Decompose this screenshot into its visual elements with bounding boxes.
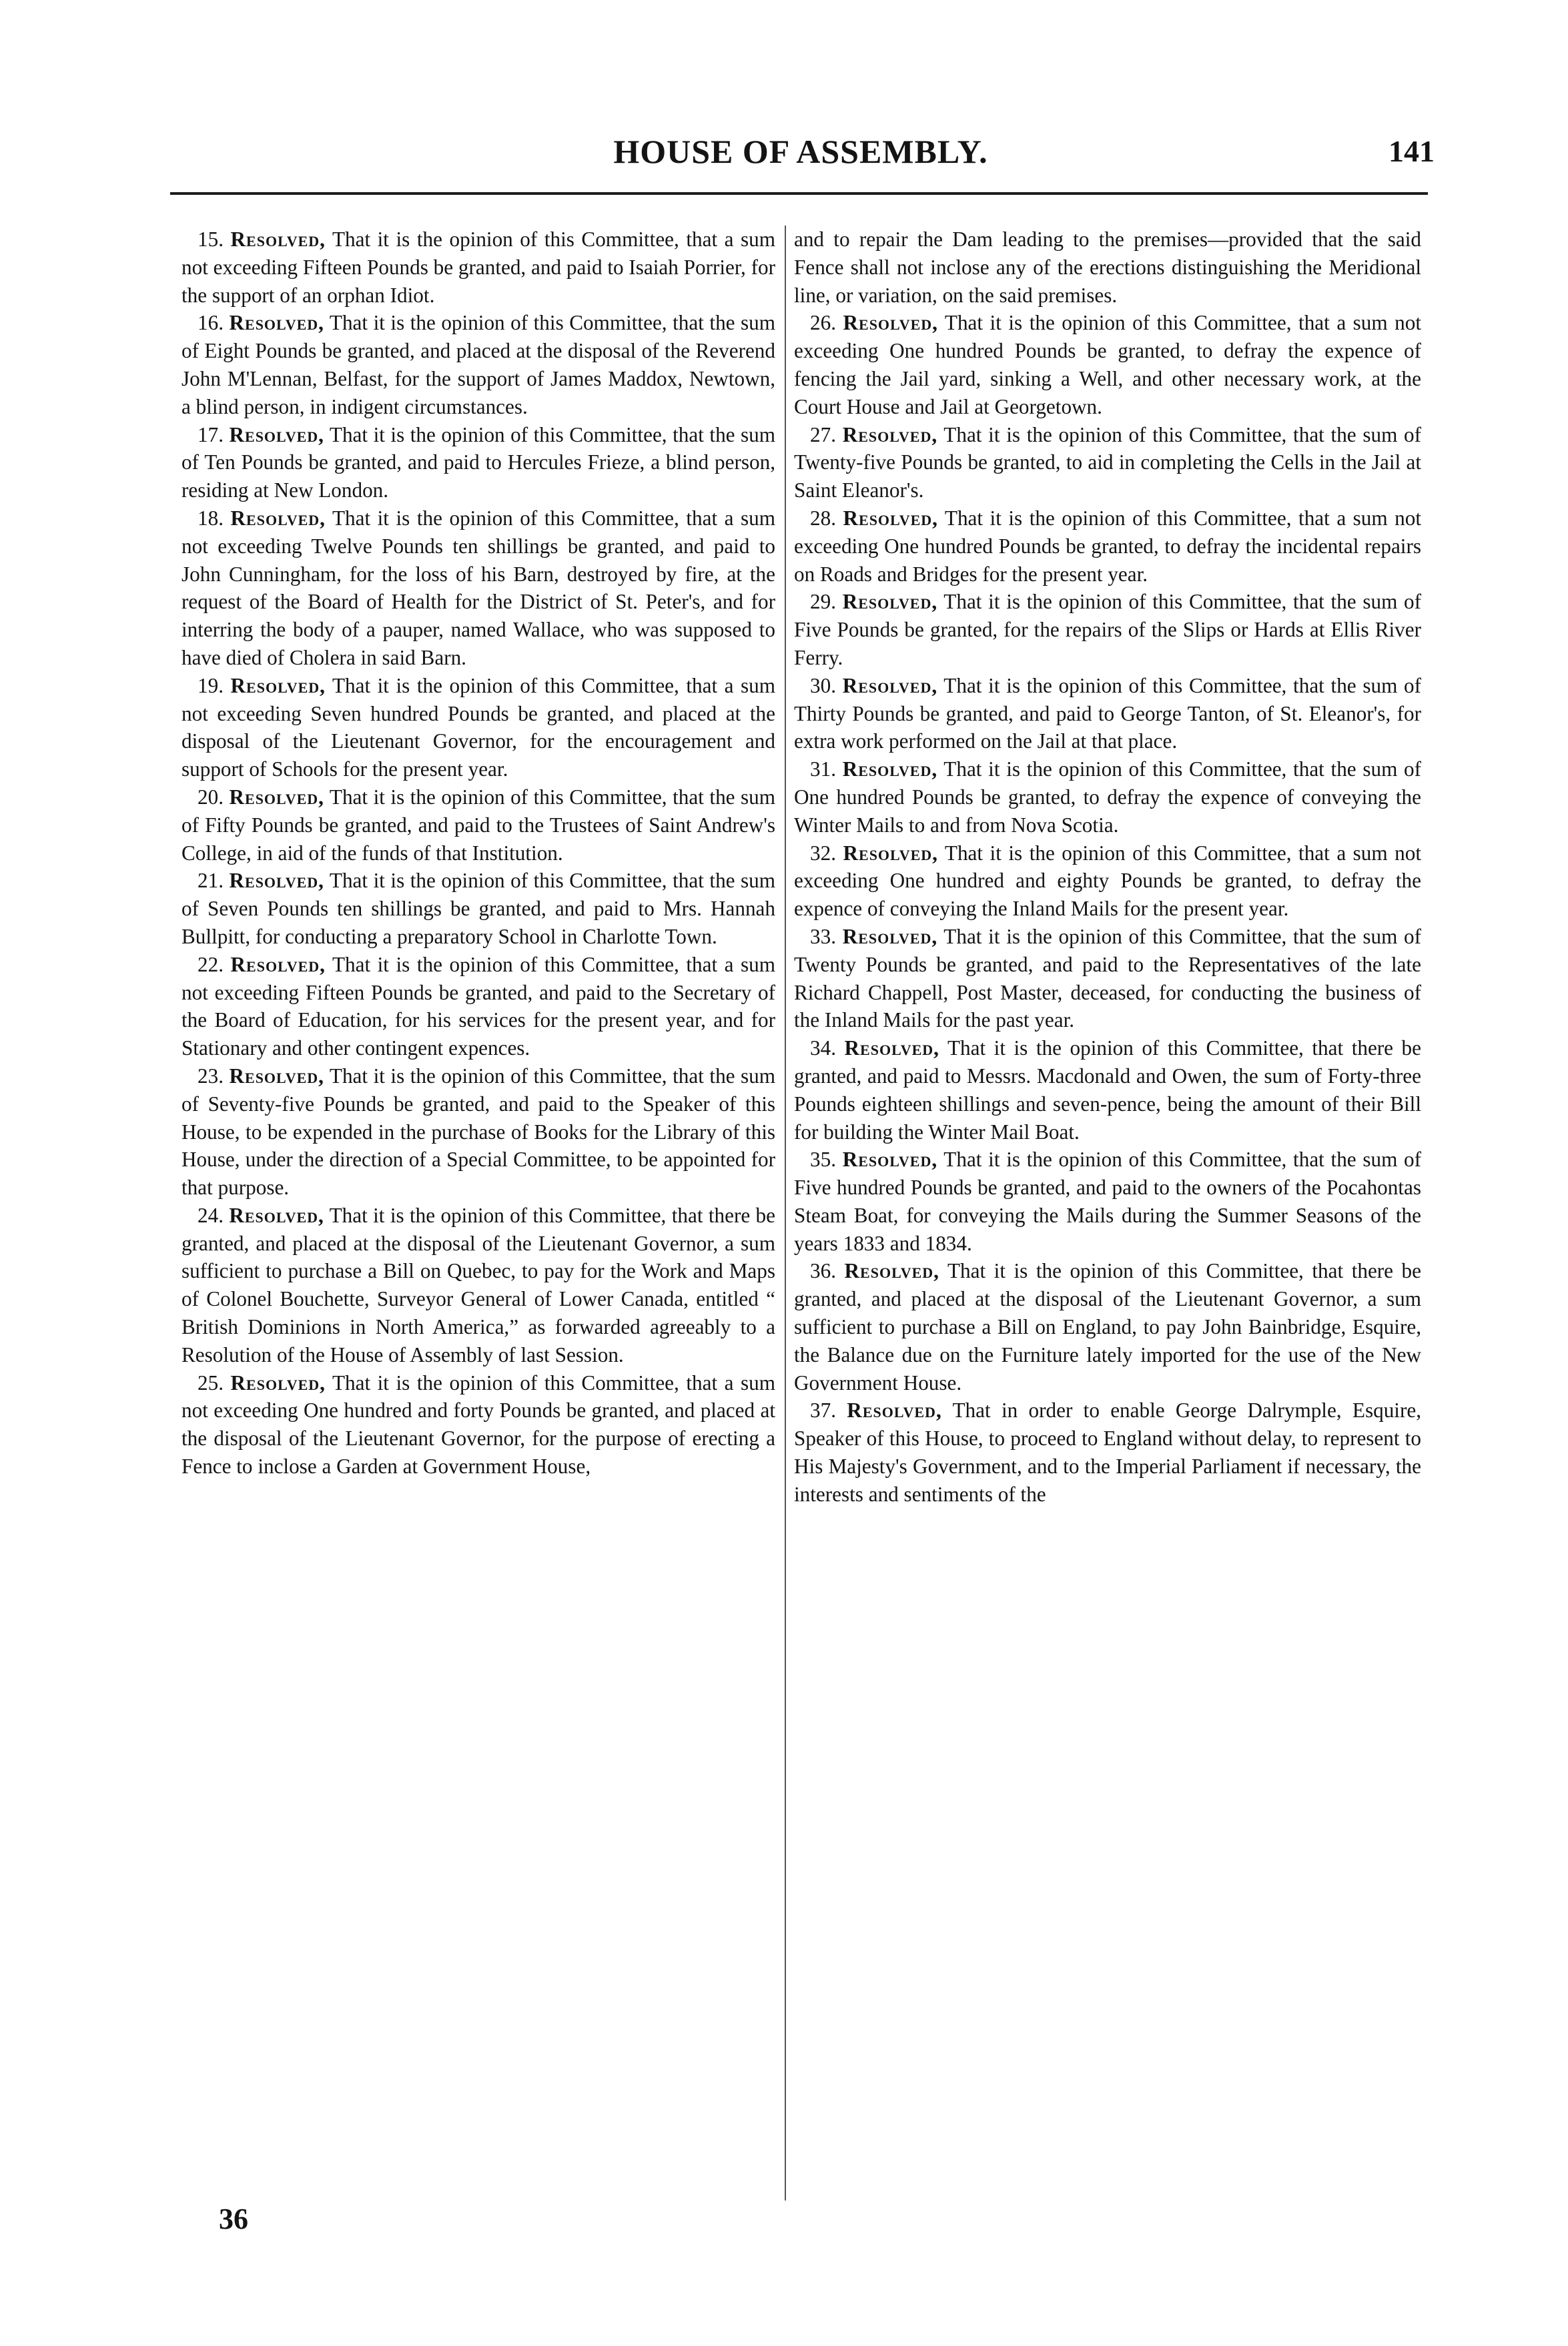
resolution-number: 29. [810, 590, 836, 614]
page-header [167, 132, 1435, 179]
resolution-text: That it is the opinion of this Committee, that a sum not exceeding Fifteen Pounds be granted, and paid to the Secretary of the Board of Education, for his services for the present year, and for Stationary and other contingent expences. [181, 952, 775, 1060]
resolved-word: Resolved, [842, 924, 938, 948]
resolved-word: Resolved, [230, 673, 326, 697]
resolution-paragraph [794, 421, 1421, 504]
resolution-text: That it is the opinion of this Committee, that a sum not exceeding One hundred and forty Pounds be granted, and placed at the disposal of the Lieutenant Governor, for the purpose of erecting a Fence to inclose a Garden at Government House, [181, 1371, 775, 1479]
resolution-text: That it is the opinion of this Committee, that there be granted, and paid to Messrs. Macdonald and Owen, the sum of Forty-three Pounds eighteen shillings and seven-pence, being the amount of their Bill for building the Winter Mail Boat. [794, 1036, 1421, 1144]
resolution-number: 37. [810, 1399, 836, 1423]
resolved-word: Resolved, [230, 506, 326, 530]
resolved-word: Resolved, [229, 869, 324, 893]
resolution-text: That it is the opinion of this Committee, that the sum of Twenty-five Pounds be granted, to aid in completing the Cells in the Jail at Saint Eleanor's. [794, 422, 1421, 502]
resolution-text: That it is the opinion of this Committee, that a sum not exceeding One hundred and eighty Pounds be granted, to defray the expence of conveying the Inland Mails for the present year. [794, 841, 1421, 921]
resolution-number: 26. [810, 311, 836, 335]
resolution-text: That it is the opinion of this Committee, that the sum of One hundred Pounds be granted, to defray the expence of conveying the Winter Mails to and from Nova Scotia. [794, 757, 1421, 837]
continuation-paragraph: and to repair the Dam leading to the premises—provided that the said Fence shall not inclose any of the erections distinguishing the Meridional line, or variation, on the said premises. [794, 228, 1421, 307]
resolution-number: 34. [810, 1036, 836, 1060]
resolution-text: That it is the opinion of this Committee, that the sum of Seven Pounds ten shillings be granted, and paid to Mrs. Hannah Bullpitt, for conducting a preparatory School in Charlotte Town. [181, 869, 775, 948]
resolution-paragraph [181, 421, 775, 504]
resolution-number: 28. [810, 506, 836, 530]
resolution-text: That it is the opinion of this Committee, that a sum not exceeding One hundred Pounds be granted, to defray the expence of fencing the Jail yard, sinking a Well, and other necessary work, at the Court House and Jail at Georgetown. [794, 311, 1421, 418]
resolution-number: 32. [810, 841, 836, 865]
resolution-number: 18. [198, 506, 224, 530]
resolution-text: That it is the opinion of this Committee, that a sum not exceeding Twelve Pounds ten shillings be granted, and paid to John Cunningham, for the loss of his Barn, destroyed by fire, at the request of the Board of Health for the District of St. Peter's, and for interring the body of a pauper, named Wallace, who was supposed to have died of Cholera in said Barn. [181, 506, 775, 669]
resolution-text: That it is the opinion of this Committee, that the sum of Thirty Pounds be granted, and paid to George Tanton, of St. Eleanor's, for extra work performed on the Jail at that place. [794, 673, 1421, 753]
resolution-paragraph [181, 1062, 775, 1202]
resolution-number: 22. [198, 952, 224, 976]
resolution-text: That it is the opinion of this Committee, that there be granted, and placed at the disposal of the Lieutenant Governor, a sum sufficient to purchase a Bill on Quebec, to pay for the Work and Maps of Colonel Bouchette, Surveyor General of Lower Canada, entitled “ British Dominions in North America,” as forwarded agreeably to a Resolution of the House of Assembly of last Session. [181, 1203, 775, 1366]
resolution-paragraph [181, 867, 775, 950]
signature-mark: 36 [219, 2203, 248, 2235]
resolution-paragraph [794, 923, 1421, 1034]
resolution-paragraph [181, 1202, 775, 1369]
resolved-word: Resolved, [229, 311, 324, 335]
left-column [181, 226, 775, 2201]
resolution-paragraph [794, 1034, 1421, 1146]
resolution-number: 25. [198, 1371, 224, 1395]
resolution-text: That it is the opinion of this Committee, that the sum of Five hundred Pounds be granted, and paid to the owners of the Pocahontas Steam Boat, for conveying the Mails during the Summer Seasons of the years 1833 and 1834. [794, 1148, 1421, 1255]
resolved-word: Resolved, [842, 673, 938, 697]
resolved-word: Resolved, [229, 1203, 324, 1227]
resolution-paragraph [794, 1146, 1421, 1257]
resolution-number: 27. [810, 422, 836, 446]
resolved-word: Resolved, [230, 952, 326, 976]
resolution-number: 20. [198, 785, 224, 809]
resolution-number: 21. [198, 869, 224, 893]
resolution-paragraph [794, 1257, 1421, 1397]
resolution-text: That it is the opinion of this Committee, that the sum of Twenty Pounds be granted, and paid to the Representatives of the late Richard Chappell, Post Master, deceased, for conducting the business of the Inland Mails for the past year. [794, 924, 1421, 1032]
resolution-paragraph [181, 226, 775, 309]
resolution-number: 19. [198, 673, 224, 697]
resolution-paragraph [794, 755, 1421, 839]
resolved-word: Resolved, [229, 1064, 324, 1088]
resolved-word: Resolved, [229, 785, 324, 809]
resolution-text: That in order to enable George Dalrymple, Esquire, Speaker of this House, to proceed to England without delay, to represent to His Majesty's Government, and to the Imperial Parliament if necessary, the interests and sentiments of the [794, 1399, 1421, 1506]
resolved-word: Resolved, [229, 422, 324, 446]
resolution-number: 16. [198, 311, 224, 335]
resolved-word: Resolved, [844, 1036, 939, 1060]
resolved-word: Resolved, [230, 1371, 326, 1395]
right-column [794, 226, 1421, 2201]
resolved-word: Resolved, [843, 311, 938, 335]
resolution-paragraph [794, 588, 1421, 671]
header-rule [170, 192, 1428, 195]
resolution-text: That it is the opinion of this Committee, that a sum not exceeding Fifteen Pounds be granted, and paid to Isaiah Porrier, for the support of an orphan Idiot. [181, 228, 775, 307]
running-title: HOUSE OF ASSEMBLY. [613, 133, 988, 170]
resolved-word: Resolved, [842, 590, 938, 614]
resolution-text: That it is the opinion of this Committee, that there be granted, and placed at the disposal of the Lieutenant Governor, a sum sufficient to purchase a Bill on England, to pay John Bainbridge, Esquire, the Balance due on the Furniture lately imported for the use of the New Government House. [794, 1259, 1421, 1395]
resolution-paragraph [181, 783, 775, 867]
resolution-paragraph [181, 309, 775, 420]
resolved-word: Resolved, [230, 228, 326, 251]
resolved-word: Resolved, [842, 757, 938, 781]
resolution-number: 35. [810, 1148, 836, 1172]
resolution-paragraph [181, 504, 775, 672]
resolution-paragraph [181, 672, 775, 783]
resolved-word: Resolved, [843, 841, 938, 865]
resolved-word: Resolved, [842, 422, 938, 446]
resolution-paragraph [794, 839, 1421, 923]
resolution-number: 23. [198, 1064, 224, 1088]
resolution-text: That it is the opinion of this Committee, that a sum not exceeding One hundred Pounds be granted, to defray the incidental repairs on Roads and Bridges for the present year. [794, 506, 1421, 586]
resolution-paragraph [181, 1369, 775, 1481]
page-number: 141 [1389, 134, 1435, 168]
resolution-paragraph [794, 309, 1421, 420]
resolution-text: That it is the opinion of this Committee, that the sum of Eight Pounds be granted, and placed at the disposal of the Reverend John M'Lennan, Belfast, for the support of James Maddox, Newtown, a blind person, in indigent circumstances. [181, 311, 775, 418]
resolved-word: Resolved, [847, 1399, 942, 1423]
resolution-text: That it is the opinion of this Committee, that a sum not exceeding Seven hundred Pounds be granted, and placed at the disposal of the Lieutenant Governor, for the encouragement and support of Schools for the present year. [181, 673, 775, 781]
resolution-paragraph [794, 504, 1421, 588]
resolved-word: Resolved, [842, 1148, 938, 1172]
resolution-number: 31. [810, 757, 836, 781]
resolution-number: 30. [810, 673, 836, 697]
resolution-number: 36. [810, 1259, 836, 1283]
resolution-paragraph [181, 951, 775, 1062]
resolution-text: That it is the opinion of this Committee, that the sum of Ten Pounds be granted, and paid to Hercules Frieze, a blind person, residing at New London. [181, 422, 775, 502]
resolution-paragraph [794, 1397, 1421, 1508]
resolution-text: That it is the opinion of this Committee, that the sum of Seventy-five Pounds be granted, and paid to the Speaker of this House, to be expended in the purchase of Books for the Library of this House, under the direction of a Special Committee, to be appointed for that purpose. [181, 1064, 775, 1200]
resolved-word: Resolved, [844, 1259, 939, 1283]
resolution-number: 24. [198, 1203, 224, 1227]
resolved-word: Resolved, [843, 506, 938, 530]
resolution-number: 15. [198, 228, 224, 251]
resolution-text: That it is the opinion of this Committee, that the sum of Five Pounds be granted, for the repairs of the Slips or Hards at Ellis River Ferry. [794, 590, 1421, 669]
resolution-text: That it is the opinion of this Committee, that the sum of Fifty Pounds be granted, and paid to the Trustees of Saint Andrew's College, in aid of the funds of that Institution. [181, 785, 775, 865]
resolution-paragraph [794, 672, 1421, 755]
resolution-number: 17. [198, 422, 224, 446]
resolution-number: 33. [810, 924, 836, 948]
column-divider [785, 226, 786, 2201]
